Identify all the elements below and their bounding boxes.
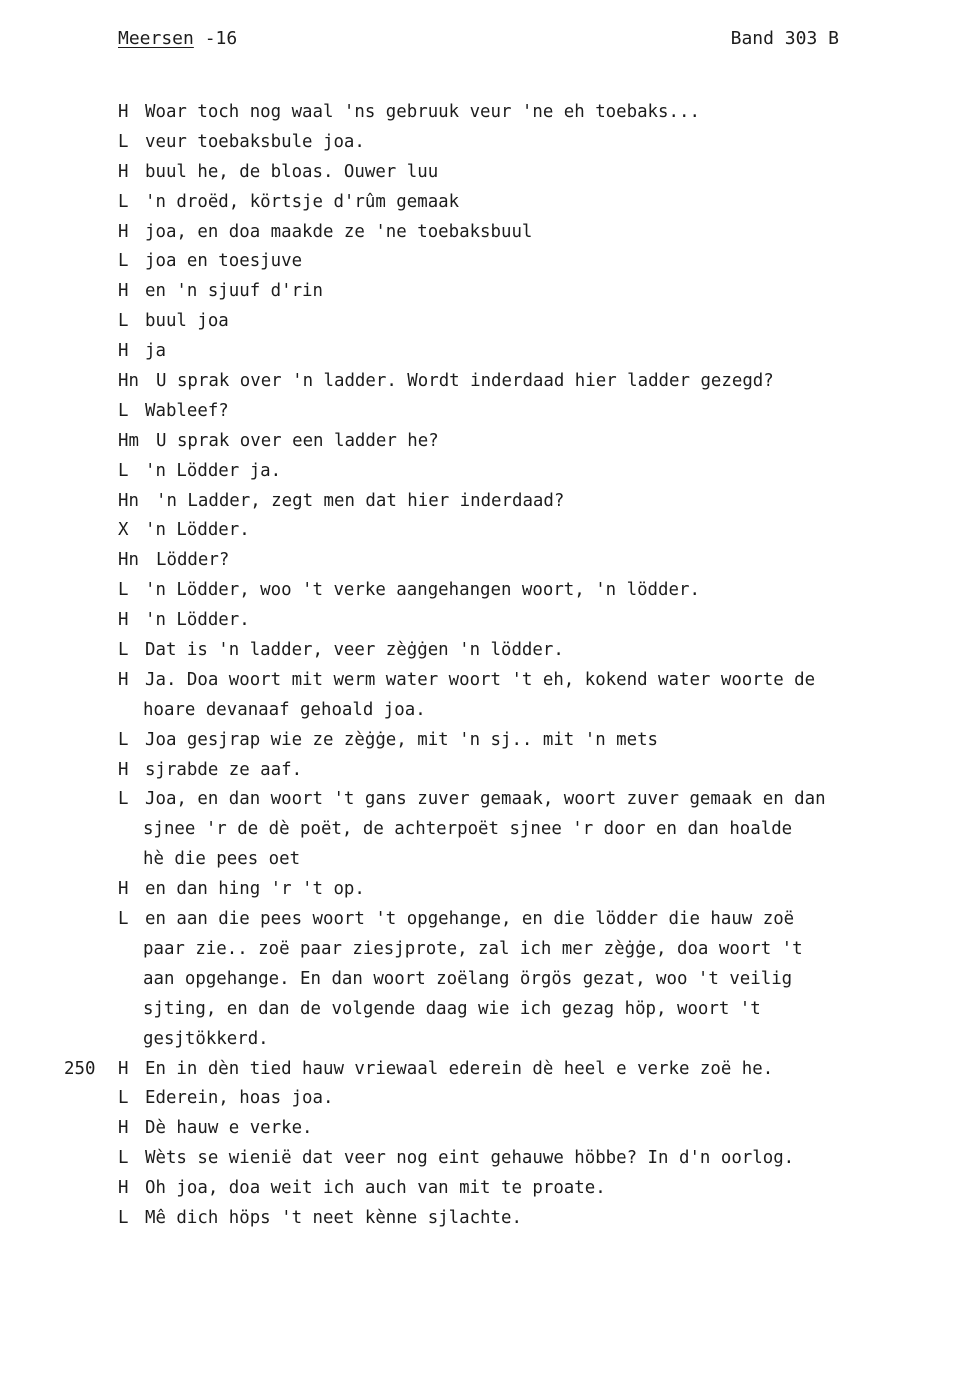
- transcript-line: [0, 1204, 979, 1234]
- transcript-line: [0, 696, 979, 726]
- utterance-text: joa, en doa maakde ze 'ne toebaksbuul: [145, 221, 533, 242]
- utterance-text: Wèts se wienië dat veer nog eint gehauwe höbbe? In d'n oorlog.: [145, 1148, 795, 1169]
- transcript-line: [0, 457, 979, 487]
- transcript-line: [0, 606, 979, 636]
- speaker-label: X: [118, 520, 129, 541]
- speaker-label: H: [118, 759, 129, 780]
- utterance-text: hoare devanaaf gehoald joa.: [143, 699, 426, 720]
- transcript-line: [0, 756, 979, 786]
- transcript-line: [0, 845, 979, 875]
- utterance-text: sjrabde ze aaf.: [145, 759, 303, 780]
- transcript-line: [0, 247, 979, 277]
- header-page-number: -16: [193, 28, 238, 49]
- transcript-line: [0, 188, 979, 218]
- transcript-line: [0, 158, 979, 188]
- speaker-label: L: [118, 460, 129, 481]
- speaker-label: Hn: [118, 550, 139, 571]
- transcript-line: [0, 875, 979, 905]
- transcript-line: [0, 995, 979, 1025]
- header-band: Band 303 B: [730, 28, 839, 49]
- transcript-line: [0, 666, 979, 696]
- utterance-text: Dat is 'n ladder, veer zèġġen 'n lödder.: [145, 640, 564, 661]
- transcript-line: [0, 98, 979, 128]
- transcript-line: [0, 935, 979, 965]
- page-header: [118, 28, 839, 54]
- utterance-text: Ja. Doa woort mit werm water woort 't eh, kokend water woorte de: [145, 669, 816, 690]
- speaker-label: H: [118, 281, 129, 302]
- utterance-text: Dè hauw e verke.: [145, 1118, 313, 1139]
- transcript-line: [0, 128, 979, 158]
- speaker-label: L: [118, 311, 129, 332]
- speaker-label: L: [118, 400, 129, 421]
- utterance-text: Ederein, hoas joa.: [145, 1088, 334, 1109]
- utterance-text: en aan die pees woort 't opgehange, en die lödder die hauw zoë: [145, 909, 795, 930]
- utterance-text: Mê dich höps 't neet kènne sjlachte.: [145, 1207, 522, 1228]
- utterance-text: 'n Lödder.: [145, 610, 250, 631]
- utterance-text: Oh joa, doa weit ich auch van mit te proate.: [145, 1178, 606, 1199]
- transcript-line: [0, 1114, 979, 1144]
- utterance-text: buul he, de bloas. Ouwer luu: [145, 161, 439, 182]
- transcript-line: [0, 367, 979, 397]
- utterance-text: 'n Lödder, woo 't verke aangehangen woort, 'n lödder.: [145, 580, 700, 601]
- transcript-line: [0, 1025, 979, 1055]
- speaker-label: H: [118, 221, 129, 242]
- utterance-text: En in dèn tied hauw vriewaal ederein dè heel e verke zoë he.: [145, 1058, 774, 1079]
- utterance-text: Joa, en dan woort 't gans zuver gemaak, woort zuver gemaak en dan: [145, 789, 826, 810]
- utterance-text: joa en toesjuve: [145, 251, 303, 272]
- utterance-text: en dan hing 'r 't op.: [145, 879, 365, 900]
- transcript-line: [0, 427, 979, 457]
- speaker-label: H: [118, 341, 129, 362]
- speaker-label: L: [118, 191, 129, 212]
- utterance-text: en 'n sjuuf d'rin: [145, 281, 323, 302]
- speaker-label: H: [118, 669, 129, 690]
- speaker-label: Hn: [118, 371, 139, 392]
- transcript-line: [0, 277, 979, 307]
- transcript-line: [0, 576, 979, 606]
- utterance-text: hè die pees oet: [143, 849, 301, 870]
- speaker-label: L: [118, 131, 129, 152]
- utterance-text: Wableef?: [145, 400, 229, 421]
- utterance-text: U sprak over een ladder he?: [156, 430, 439, 451]
- transcript-line: [0, 1144, 979, 1174]
- utterance-text: ja: [145, 341, 166, 362]
- speaker-label: H: [118, 1058, 129, 1079]
- utterance-text: Woar toch nog waal 'ns gebruuk veur 'ne eh toebaks...: [145, 102, 700, 122]
- speaker-label: L: [118, 640, 129, 661]
- speaker-label: H: [118, 879, 129, 900]
- line-number: 250: [64, 1058, 96, 1079]
- utterance-text: paar zie.. zoë paar ziesjprote, zal ich mer zèġġe, doa woort 't: [143, 938, 803, 959]
- speaker-label: H: [118, 1178, 129, 1199]
- transcript-line: [0, 726, 979, 756]
- speaker-label: L: [118, 789, 129, 810]
- transcript-line: [0, 397, 979, 427]
- speaker-label: H: [118, 102, 129, 122]
- utterance-text: sjting, en dan de volgende daag wie ich gezag höp, woort 't: [143, 998, 761, 1019]
- utterance-text: 'n Ladder, zegt men dat hier inderdaad?: [156, 490, 565, 511]
- speaker-label: L: [118, 580, 129, 601]
- transcript-line: [0, 307, 979, 337]
- speaker-label: Hm: [118, 430, 139, 451]
- transcript-line: [0, 516, 979, 546]
- utterance-text: Joa gesjrap wie ze zèġġe, mit 'n sj.. mit 'n mets: [145, 729, 659, 750]
- utterance-text: aan opgehange. En dan woort zoëlang örgös gezat, woo 't veilig: [143, 968, 793, 989]
- speaker-label: H: [118, 610, 129, 631]
- transcript-line: [0, 337, 979, 367]
- transcript: [0, 98, 979, 1234]
- utterance-text: veur toebaksbule joa.: [145, 131, 365, 152]
- speaker-label: Hn: [118, 490, 139, 511]
- header-place: Meersen: [118, 28, 194, 49]
- utterance-text: 'n Lödder.: [145, 520, 250, 541]
- transcript-line: [0, 487, 979, 517]
- speaker-label: H: [118, 161, 129, 182]
- speaker-label: L: [118, 729, 129, 750]
- utterance-text: sjnee 'r de dè poët, de achterpoët sjnee 'r door en dan hoalde: [143, 819, 793, 840]
- utterance-text: 'n Lödder ja.: [145, 460, 282, 481]
- speaker-label: L: [118, 909, 129, 930]
- transcript-line: [0, 546, 979, 576]
- transcript-line: [0, 1174, 979, 1204]
- utterance-text: gesjtökkerd.: [143, 1028, 269, 1049]
- utterance-text: Lödder?: [156, 550, 230, 571]
- speaker-label: L: [118, 1088, 129, 1109]
- utterance-text: 'n droëd, körtsje d'rûm gemaak: [145, 191, 460, 212]
- utterance-text: buul joa: [145, 311, 229, 332]
- transcript-line: [0, 785, 979, 815]
- speaker-label: L: [118, 1207, 129, 1228]
- transcript-line: [0, 815, 979, 845]
- transcript-line: [0, 905, 979, 935]
- header-location: [118, 28, 237, 49]
- transcript-line: [0, 1055, 979, 1085]
- transcript-line: [0, 218, 979, 248]
- speaker-label: L: [118, 1148, 129, 1169]
- speaker-label: L: [118, 251, 129, 272]
- transcript-line: [0, 965, 979, 995]
- utterance-text: U sprak over 'n ladder. Wordt inderdaad hier ladder gezegd?: [156, 371, 774, 392]
- speaker-label: H: [118, 1118, 129, 1139]
- transcript-line: [0, 636, 979, 666]
- transcript-line: [0, 1084, 979, 1114]
